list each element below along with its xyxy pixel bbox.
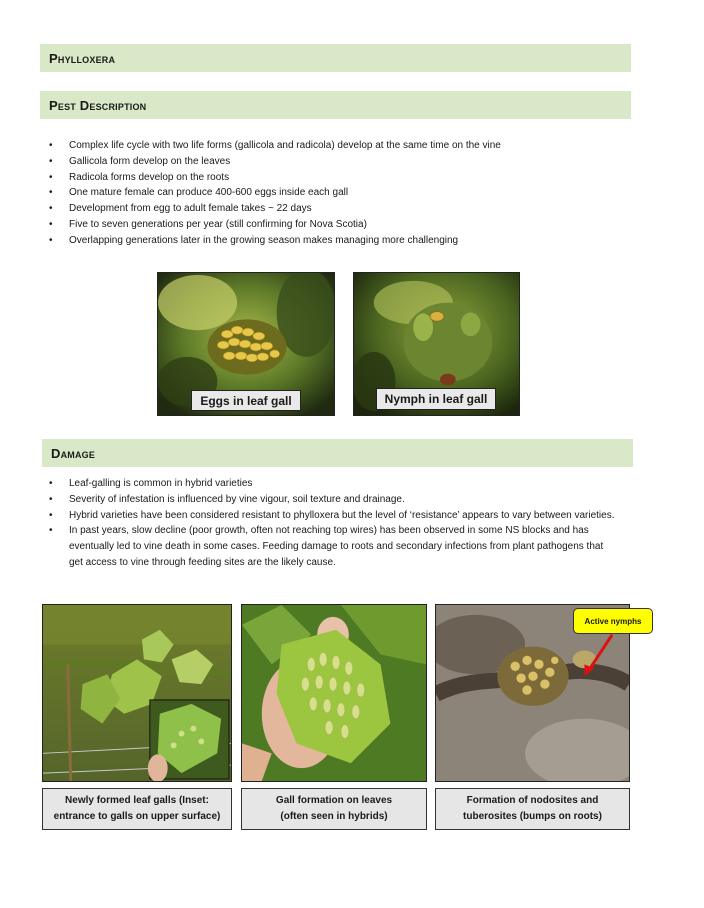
section-title: Damage bbox=[51, 445, 96, 461]
list-item: • Overlapping generations later in the growing season makes managing more challenging bbox=[48, 233, 618, 249]
section-title: Phylloxera bbox=[49, 50, 116, 66]
photo-caption bbox=[435, 788, 630, 830]
caption-line: Newly formed leaf galls (Inset: bbox=[65, 795, 209, 806]
leaf-galls-photo bbox=[42, 604, 232, 782]
damage-list bbox=[48, 476, 618, 571]
photo-label: Nymph in leaf gall bbox=[376, 388, 496, 410]
photo-caption bbox=[241, 788, 427, 830]
photo-label: Eggs in leaf gall bbox=[191, 390, 301, 411]
caption-line: tuberosites (bumps on roots) bbox=[463, 811, 602, 822]
photo-caption bbox=[42, 788, 232, 830]
list-item: • Leaf-galling is common in hybrid varieties bbox=[48, 476, 618, 492]
section-header-pest-description bbox=[40, 91, 631, 119]
caption-line: Gall formation on leaves bbox=[275, 795, 393, 806]
section-header-phylloxera bbox=[40, 44, 631, 72]
list-item: • Complex life cycle with two life forms (gallicola and radicola) develop at the same time on the vine bbox=[48, 138, 618, 154]
section-header-damage bbox=[42, 439, 633, 467]
list-item: • Severity of infestation is influenced by vine vigour, soil texture and drainage. bbox=[48, 492, 618, 508]
pest-description-list bbox=[48, 138, 618, 249]
caption-line: Formation of nodosites and bbox=[466, 795, 599, 806]
active-nymphs-callout: Active nymphs bbox=[573, 608, 653, 634]
caption-line: entrance to galls on upper surface) bbox=[53, 811, 221, 822]
section-title: Pest Description bbox=[49, 97, 147, 113]
list-item: • Development from egg to adult female takes ~ 22 days bbox=[48, 201, 618, 217]
list-item: • Five to seven generations per year (still confirming for Nova Scotia) bbox=[48, 217, 618, 233]
list-item: • In past years, slow decline (poor growth, often not reaching top wires) has been observed in some NS blocks and has eventually led to vine death in some cases. Feeding damage to roots and secondary infections from plant pathogens that get access to vine through feeding sites are the likely cause. bbox=[48, 523, 618, 570]
caption-line: (often seen in hybrids) bbox=[280, 811, 388, 822]
list-item: • One mature female can produce 400-600 eggs inside each gall bbox=[48, 185, 618, 201]
list-item: • Hybrid varieties have been considered resistant to phylloxera but the level of ‘resistance’ appears to vary between varieties. bbox=[48, 508, 618, 524]
gall-formation-photo bbox=[241, 604, 427, 782]
list-item: • Gallicola form develop on the leaves bbox=[48, 154, 618, 170]
list-item: • Radicola forms develop on the roots bbox=[48, 170, 618, 186]
